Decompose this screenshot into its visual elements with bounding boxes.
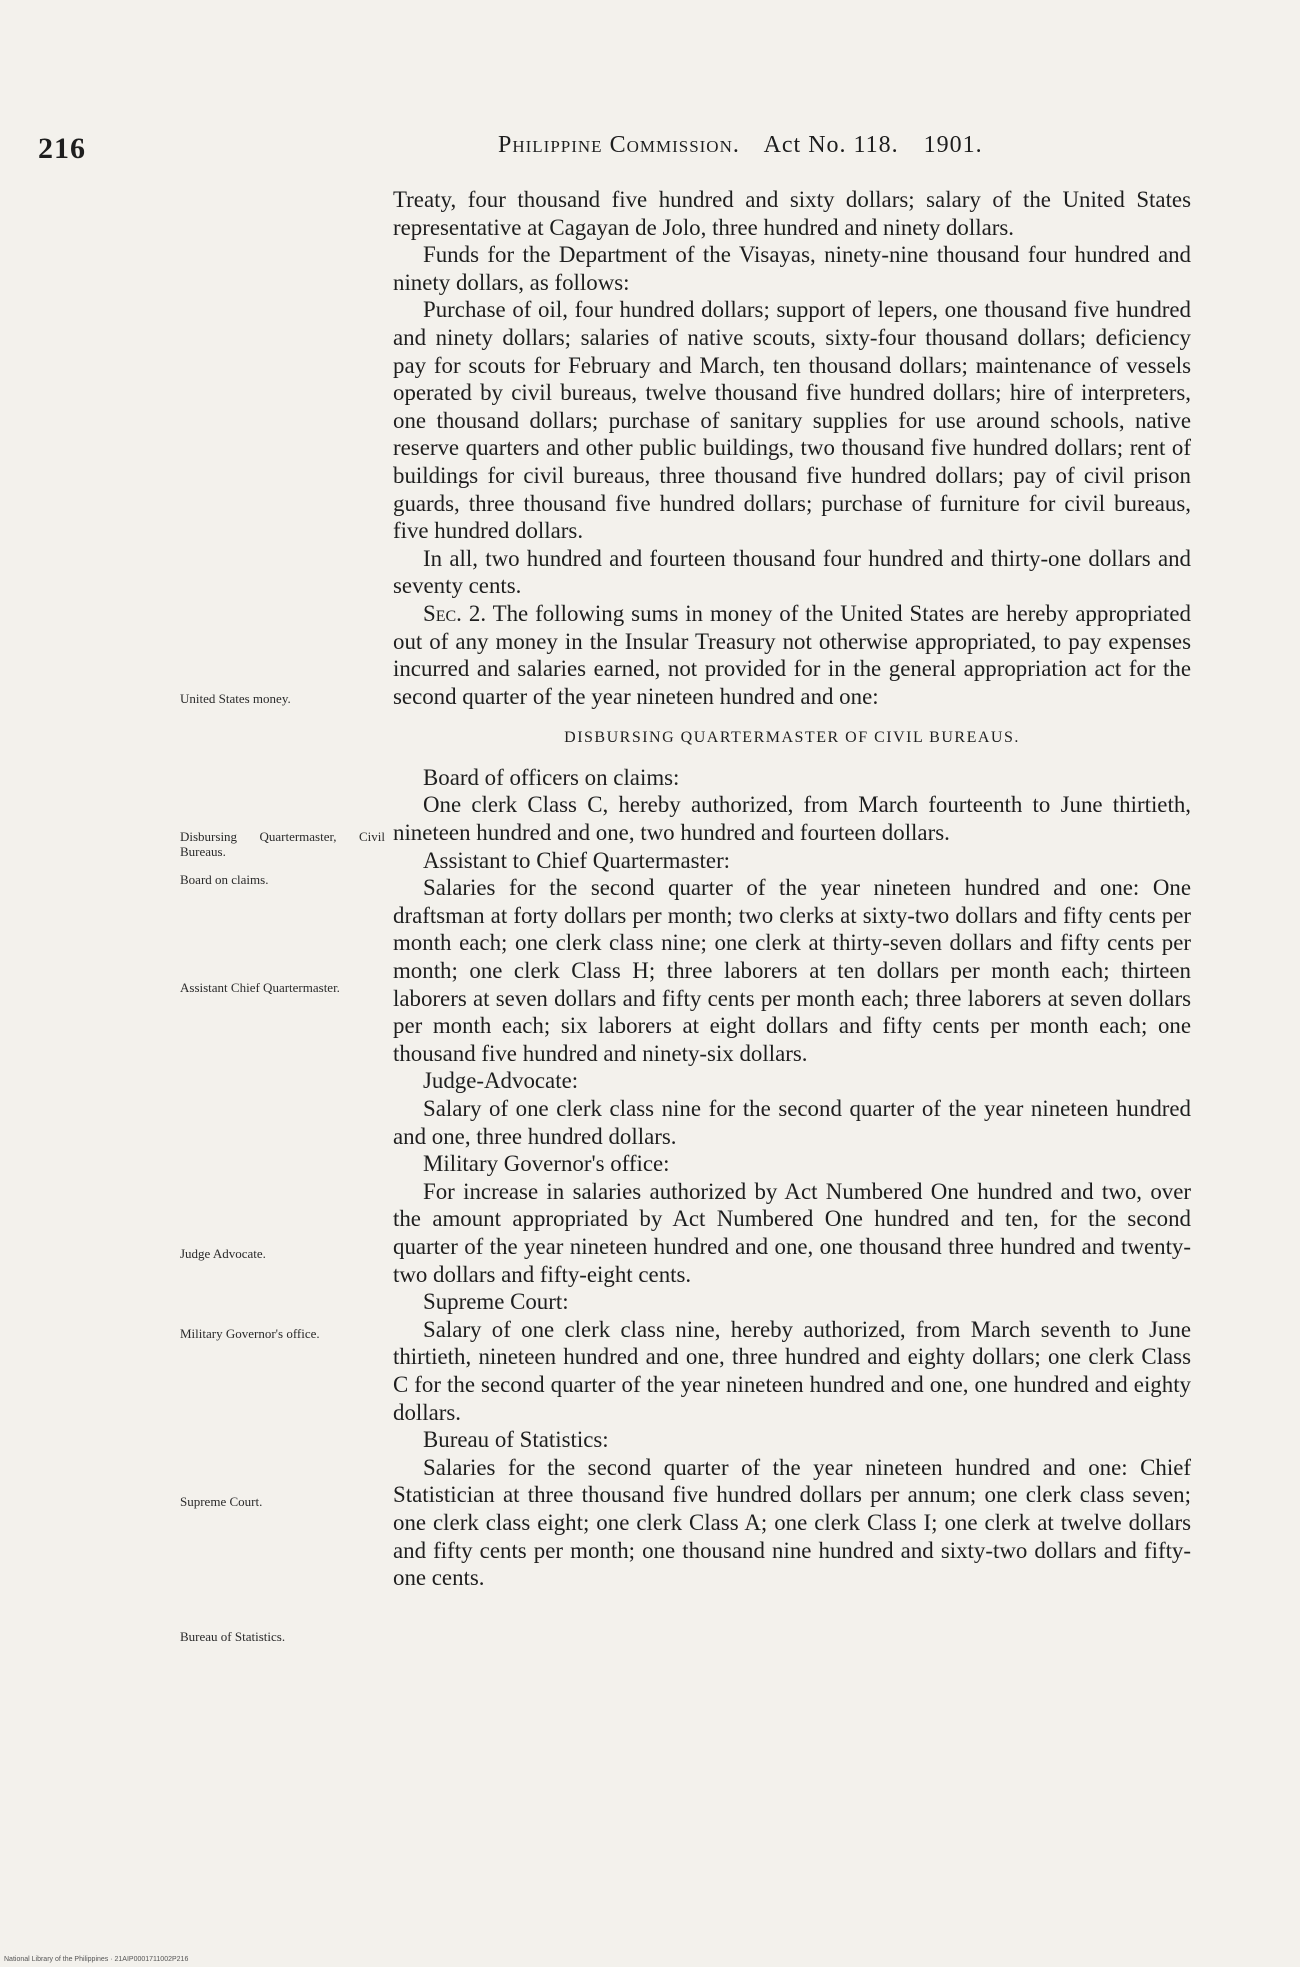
item-text: Salary of one clerk class nine, hereby authorized, from March seventh to June thirtieth, nineteen hundred and one, three hundred and eighty dollars; one clerk Class C for the second quarter of the year nineteen hundred and one, one hundred and eighty dollars. (393, 1316, 1191, 1425)
item-text: Salaries for the second quarter of the year nineteen hundred and one: One draftsman at forty dollars per month; two clerks at sixty-two dollars and fifty cents per month each; one clerk class nine; one clerk at thirty-seven dollars and fifty cents per month; one clerk Class H; three laborers at ten dollars per month each; thirteen laborers at seven dollars and fifty cents per month each; three laborers at seven dollars per month each; six laborers at eight dollars and fifty cents per month each; one thousand five hundred and ninety-six dollars. (393, 875, 1191, 1066)
running-head-title: Philippine Commission. (498, 132, 740, 158)
margin-note-supreme-court: Supreme Court. (180, 1494, 263, 1509)
item-title: Bureau of Statistics: (423, 1427, 609, 1453)
section-heading: DISBURSING QUARTERMASTER OF CIVIL BUREAUS. (564, 729, 1020, 747)
margin-note-united-states-money: United States money. (180, 691, 291, 706)
margin-note-board-on-claims: Board on claims. (180, 872, 269, 887)
item-text: One clerk Class C, hereby authorized, from March fourteenth to June thirtieth, nineteen hundred and one, two hundred and fourteen dollars. (393, 792, 1191, 846)
margin-note-military-governors-office: Military Governor's office. (180, 1326, 320, 1341)
section-2-paragraph (393, 600, 1191, 710)
margin-note-assistant-chief-quartermaster: Assistant Chief Quartermaster. (180, 980, 340, 995)
running-head-year: 1901. (923, 132, 983, 158)
paragraph: Funds for the Department of the Visayas, ninety-nine thousand four hundred and ninety dollars, as follows: (393, 242, 1191, 295)
margin-note-judge-advocate: Judge Advocate. (180, 1246, 266, 1261)
item-title: Assistant to Chief Quartermaster: (423, 847, 731, 873)
paragraph: In all, two hundred and fourteen thousand four hundred and thirty-one dollars and seventy cents. (393, 545, 1191, 599)
item-text: Salaries for the second quarter of the year nineteen hundred and one: Chief Statistician at three thousand five hundred dollars per annum; one clerk class seven; one clerk class eight; one clerk Class A; one clerk Class I; one clerk at twelve dollars and fifty cents per month; one thousand nine hundred and sixty-two dollars and fifty-one cents. (393, 1454, 1191, 1591)
item-title: Military Governor's office: (423, 1151, 670, 1177)
item-title: Board of officers on claims: (423, 764, 680, 790)
margin-note-disbursing-quartermaster: Disbursing Quartermaster, Civil Bureaus. (180, 829, 385, 859)
section-label: Sec. 2. (423, 600, 487, 626)
section-text: The following sums in money of the United States are hereby appropriated out of any money in the Insular Treasury not otherwise appropriated, to pay expenses incurred and salaries earned, not provided for in the general appropriation act for the second quarter of the year nineteen hundred and one: (393, 600, 1191, 709)
running-head (498, 132, 1001, 159)
item-text: For increase in salaries authorized by Act Numbered One hundred and two, over the amount appropriated by Act Numbered One hundred and ten, for the second quarter of the year nineteen hundred and one, one thousand three hundred and twenty-two dollars and fifty-eight cents. (393, 1178, 1191, 1287)
margin-note-bureau-of-statistics: Bureau of Statistics. (180, 1629, 286, 1644)
paragraph: Treaty, four thousand five hundred and sixty dollars; salary of the United States representative at Cagayan de Jolo, three hundred and ninety dollars. (393, 187, 1191, 240)
paragraph: Purchase of oil, four hundred dollars; support of lepers, one thousand five hundred and ninety dollars; salaries of native scouts, sixty-four thousand dollars; deficiency pay for scouts for February and March, ten thousand dollars; maintenance of vessels operated by civil bureaus, twelve thousand five hundred dollars; hire of interpreters, one thousand dollars; purchase of sanitary supplies for use around schools, native reserve quarters and other public buildings, two thousand five hundred dollars; rent of buildings for civil bureaus, three thousand five hundred dollars; pay of civil prison guards, three thousand five hundred dollars; purchase of furniture for civil bureaus, five hundred dollars. (393, 297, 1191, 544)
item-title: Judge-Advocate: (423, 1068, 579, 1094)
item-title: Supreme Court: (423, 1289, 569, 1315)
body-text (393, 186, 1191, 1592)
page-number: 216 (38, 132, 86, 165)
item-text: Salary of one clerk class nine for the second quarter of the year nineteen hundred and one, three hundred dollars. (393, 1096, 1191, 1149)
footer-credit: National Library of the Philippines · 21AIP0001711002P216 (4, 1956, 189, 1963)
running-head-act: Act No. 118. (763, 132, 899, 158)
